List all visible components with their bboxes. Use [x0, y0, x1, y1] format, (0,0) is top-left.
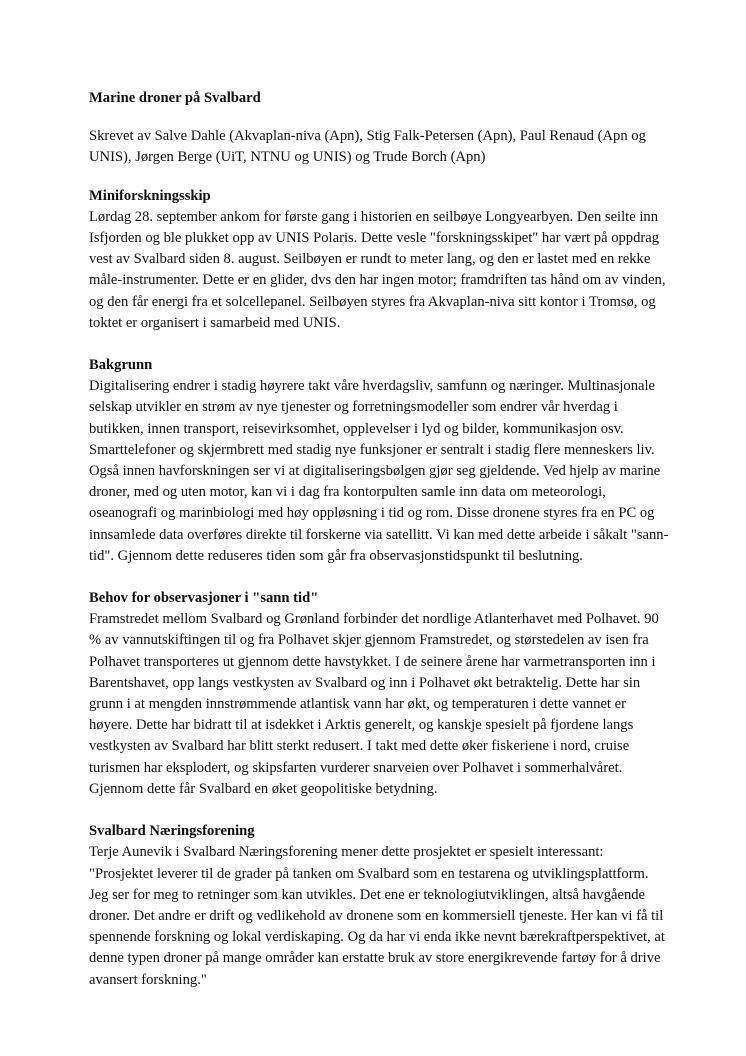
- author-line: Skrevet av Salve Dahle (Akvaplan-niva (Apn), Stig Falk-Petersen (Apn), Paul Renaud (Apn og UNIS), Jørgen Berge (UiT, NTNU og UNIS) og Trude Borch (Apn): [89, 128, 646, 166]
- section-heading: Svalbard Næringsforening: [89, 823, 255, 840]
- section-paragraph: Framstredet mellom Svalbard og Grønland forbinder det nordlige Atlanterhavet med Polhavet. 90 % av vannutskiftingen til og fra Polhavet skjer gjennom Framstredet, og størstedelen av isen fra Polhavet transporteres ut gjennom dette havstykket. I de seinere årene har varmetransporten inn i Barentshavet, opp langs vestkysten av Svalbard og inn i Polhavet økt betraktelig. Dette har sin grunn i at mengden innstrømmende atlantisk vann har økt, og temperaturen i dette vannet er høyere. Dette har bidratt til at isdekket i Arktis generelt, og kanskje spesielt på fjordene langs vestkysten av Svalbard har blitt sterkt redusert. I takt med dette øker fiskeriene i nord, cruise turismen har eksplodert, og skipsfarten vurderer snarveien over Polhavet i sommerhalvåret. Gjennom dette får Svalbard en øket geopolitiske betydning.: [89, 611, 659, 797]
- section-svalbard-naeringsforening: [89, 821, 669, 991]
- section-heading: Miniforskningsskip: [89, 187, 211, 204]
- document-page: [89, 88, 669, 991]
- section-paragraph: Terje Aunevik i Svalbard Næringsforening mener dette prosjektet er spesielt interessant: "Prosjektet leverer til de grader på tanken om Svalbard som en testarena og utviklingsplattform. Jeg ser for meg to retninger som kan utvikles. Det ene er teknologiutviklingen, altså havgående droner. Det andre er drift og vedlikehold av dronene som en kommersiell tjeneste. Her kan vi få til spennende forskning og lokal verdiskaping. Og da har vi enda ikke nevnt bærekraftperspektivet, at denne typen droner på mange områder kan erstatte bruk av store energikrevende fartøy for å drive avansert forskning.": [89, 844, 665, 988]
- section-bakgrunn: [89, 355, 669, 567]
- section-behov-for-observasjoner: [89, 588, 669, 800]
- section-miniforskningsskip: [89, 186, 669, 334]
- document-title: Marine droner på Svalbard: [89, 90, 261, 106]
- section-paragraph: Lørdag 28. september ankom for første gang i historien en seilbøye Longyearbyen. Den seilte inn Isfjorden og ble plukket opp av UNIS Polaris. Dette vesle "forskningsskipet" har vært på oppdrag vest av Svalbard siden 8. august. Seilbøyen er rundt to meter lang, og den er lastet med en rekke måle-instrumenter. Dette er en glider, dvs den har ingen motor; framdriften tas hånd om av vinden, og den får energi fra et solcellepanel. Seilbøyen styres fra Akvaplan-niva sitt kontor i Tromsø, og toktet er organisert i samarbeid med UNIS.: [89, 208, 666, 331]
- section-paragraph: Digitalisering endrer i stadig høyrere takt våre hverdagsliv, samfunn og næringer. Multinasjonale selskap utvikler en strøm av nye tjenester og forretningsmodeller som endrer vår hverdag i butikken, innen transport, reisevirksomhet, opplevelser i lyd og bilder, kommunikasjon osv. Smarttelefoner og skjermbrett med stadig nye funksjoner er sentralt i stadig flere menneskers liv. Også innen havforskningen ser vi at digitaliseringsbølgen gjør seg gjeldende. Ved hjelp av marine droner, med og uten motor, kan vi i dag fra kontorpulten samle inn data om meteorologi, oseanografi og marinbiologi med høy oppløsning i tid og rom. Disse dronene styres fra en PC og innsamlede data overføres direkte til forskerne via satellitt. Vi kan med dette arbeide i såkalt "sann-tid". Gjennom dette reduseres tiden som går fra observasjonstidspunkt til beslutning.: [89, 378, 669, 564]
- section-heading: Bakgrunn: [89, 357, 153, 374]
- section-heading: Behov for observasjoner i "sann tid": [89, 590, 319, 607]
